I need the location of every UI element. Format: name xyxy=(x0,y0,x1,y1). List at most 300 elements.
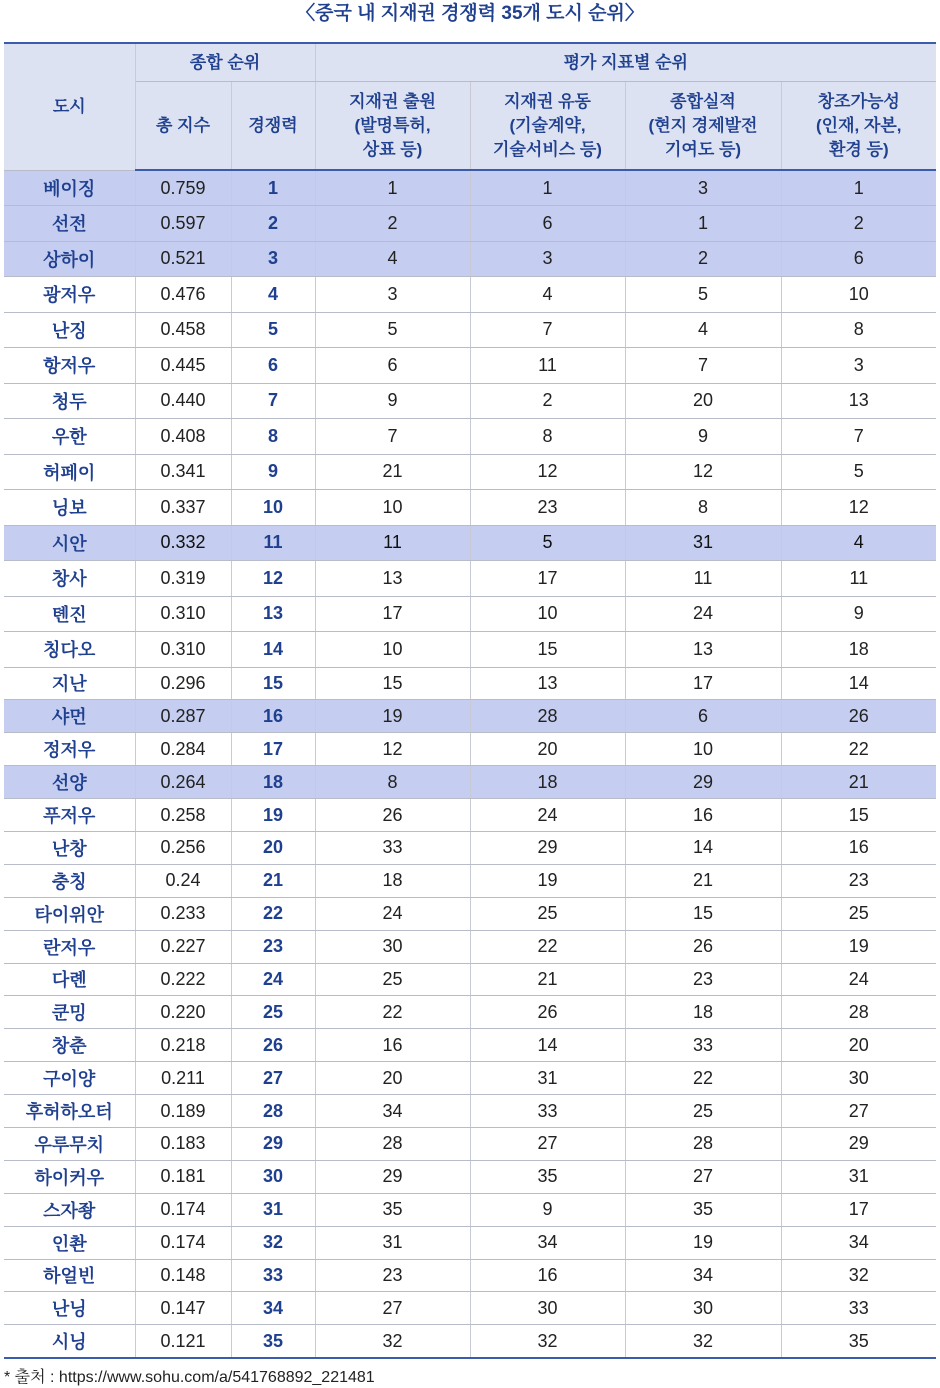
column-header-city: 도시 xyxy=(4,43,135,170)
group-header-evaluation: 평가 지표별 순위 xyxy=(315,43,936,82)
cell-total-index: 0.597 xyxy=(135,206,231,242)
cell-overall-performance: 18 xyxy=(625,996,781,1029)
cell-total-index: 0.222 xyxy=(135,963,231,996)
cell-competitiveness: 23 xyxy=(231,930,315,963)
cell-overall-performance: 33 xyxy=(625,1029,781,1062)
cell-creativity: 10 xyxy=(781,277,936,313)
table-row xyxy=(4,831,936,864)
cell-ip-circulation: 17 xyxy=(470,561,625,597)
cell-city: 충칭 xyxy=(4,864,135,897)
cell-ip-filing: 30 xyxy=(315,930,470,963)
cell-overall-performance: 9 xyxy=(625,419,781,455)
cell-total-index: 0.121 xyxy=(135,1325,231,1358)
cell-ip-filing: 15 xyxy=(315,667,470,700)
cell-city: 인촨 xyxy=(4,1226,135,1259)
header-line: (기술계약, xyxy=(509,115,586,135)
cell-ip-circulation: 13 xyxy=(470,667,625,700)
cell-creativity: 4 xyxy=(781,525,936,561)
cell-ip-filing: 32 xyxy=(315,1325,470,1358)
cell-city: 광저우 xyxy=(4,277,135,313)
table-body xyxy=(4,170,936,1358)
cell-ip-circulation: 33 xyxy=(470,1095,625,1128)
table-row xyxy=(4,1259,936,1292)
cell-city: 선전 xyxy=(4,206,135,242)
cell-overall-performance: 12 xyxy=(625,454,781,490)
cell-creativity: 12 xyxy=(781,490,936,526)
header-line: 기여도 등) xyxy=(664,139,742,159)
table-row xyxy=(4,799,936,832)
cell-total-index: 0.218 xyxy=(135,1029,231,1062)
cell-competitiveness: 5 xyxy=(231,312,315,348)
table-row xyxy=(4,206,936,242)
cell-city: 청두 xyxy=(4,383,135,419)
table-row xyxy=(4,930,936,963)
cell-ip-circulation: 2 xyxy=(470,383,625,419)
cell-city: 창사 xyxy=(4,561,135,597)
cell-total-index: 0.183 xyxy=(135,1127,231,1160)
cell-creativity: 8 xyxy=(781,312,936,348)
cell-overall-performance: 15 xyxy=(625,897,781,930)
cell-creativity: 26 xyxy=(781,700,936,733)
cell-overall-performance: 5 xyxy=(625,277,781,313)
cell-city: 정저우 xyxy=(4,733,135,766)
cell-city: 시안 xyxy=(4,525,135,561)
cell-ip-filing: 4 xyxy=(315,241,470,277)
cell-overall-performance: 10 xyxy=(625,733,781,766)
cell-total-index: 0.310 xyxy=(135,632,231,668)
table-row xyxy=(4,1226,936,1259)
cell-city: 허페이 xyxy=(4,454,135,490)
cell-creativity: 7 xyxy=(781,419,936,455)
cell-total-index: 0.284 xyxy=(135,733,231,766)
cell-ip-circulation: 5 xyxy=(470,525,625,561)
cell-competitiveness: 34 xyxy=(231,1292,315,1325)
cell-ip-filing: 34 xyxy=(315,1095,470,1128)
table-row xyxy=(4,864,936,897)
cell-creativity: 34 xyxy=(781,1226,936,1259)
cell-competitiveness: 19 xyxy=(231,799,315,832)
cell-overall-performance: 16 xyxy=(625,799,781,832)
table-row xyxy=(4,490,936,526)
cell-creativity: 1 xyxy=(781,170,936,206)
cell-competitiveness: 32 xyxy=(231,1226,315,1259)
table-row xyxy=(4,996,936,1029)
cell-ip-filing: 22 xyxy=(315,996,470,1029)
cell-ip-filing: 23 xyxy=(315,1259,470,1292)
cell-competitiveness: 10 xyxy=(231,490,315,526)
cell-total-index: 0.256 xyxy=(135,831,231,864)
cell-ip-circulation: 32 xyxy=(470,1325,625,1358)
cell-overall-performance: 34 xyxy=(625,1259,781,1292)
cell-city: 베이징 xyxy=(4,170,135,206)
cell-ip-circulation: 16 xyxy=(470,1259,625,1292)
cell-ip-filing: 33 xyxy=(315,831,470,864)
table-row xyxy=(4,561,936,597)
cell-city: 스자좡 xyxy=(4,1193,135,1226)
table-row xyxy=(4,897,936,930)
cell-ip-circulation: 18 xyxy=(470,766,625,799)
cell-ip-circulation: 24 xyxy=(470,799,625,832)
cell-total-index: 0.759 xyxy=(135,170,231,206)
cell-ip-filing: 7 xyxy=(315,419,470,455)
header-line: 종합실적 xyxy=(670,91,736,111)
cell-creativity: 35 xyxy=(781,1325,936,1358)
column-header-ip-filing xyxy=(315,82,470,171)
cell-overall-performance: 31 xyxy=(625,525,781,561)
cell-ip-filing: 16 xyxy=(315,1029,470,1062)
cell-competitiveness: 18 xyxy=(231,766,315,799)
cell-ip-circulation: 15 xyxy=(470,632,625,668)
table-row xyxy=(4,348,936,384)
cell-city: 난창 xyxy=(4,831,135,864)
cell-competitiveness: 8 xyxy=(231,419,315,455)
table-row xyxy=(4,312,936,348)
table-title: 〈중국 내 지재권 경쟁력 35개 도시 순위〉 xyxy=(296,3,644,24)
cell-ip-circulation: 23 xyxy=(470,490,625,526)
cell-competitiveness: 30 xyxy=(231,1160,315,1193)
cell-ip-filing: 31 xyxy=(315,1226,470,1259)
cell-total-index: 0.148 xyxy=(135,1259,231,1292)
table-row xyxy=(4,632,936,668)
cell-city: 상하이 xyxy=(4,241,135,277)
cell-overall-performance: 7 xyxy=(625,348,781,384)
cell-competitiveness: 27 xyxy=(231,1062,315,1095)
cell-overall-performance: 6 xyxy=(625,700,781,733)
cell-competitiveness: 1 xyxy=(231,170,315,206)
header-line: 상표 등) xyxy=(362,139,423,159)
cell-competitiveness: 31 xyxy=(231,1193,315,1226)
cell-ip-filing: 8 xyxy=(315,766,470,799)
cell-competitiveness: 17 xyxy=(231,733,315,766)
cell-creativity: 15 xyxy=(781,799,936,832)
city-ranking-table xyxy=(4,42,936,1359)
cell-ip-circulation: 28 xyxy=(470,700,625,733)
table-row xyxy=(4,596,936,632)
cell-city: 칭다오 xyxy=(4,632,135,668)
cell-creativity: 11 xyxy=(781,561,936,597)
cell-competitiveness: 3 xyxy=(231,241,315,277)
source-note: * 출처 : https://www.sohu.com/a/541768892_221481 xyxy=(4,1369,375,1386)
cell-creativity: 6 xyxy=(781,241,936,277)
cell-overall-performance: 32 xyxy=(625,1325,781,1358)
cell-ip-circulation: 8 xyxy=(470,419,625,455)
cell-overall-performance: 19 xyxy=(625,1226,781,1259)
cell-competitiveness: 20 xyxy=(231,831,315,864)
column-header-total-index: 총 지수 xyxy=(135,82,231,171)
cell-creativity: 20 xyxy=(781,1029,936,1062)
cell-total-index: 0.181 xyxy=(135,1160,231,1193)
cell-total-index: 0.220 xyxy=(135,996,231,1029)
cell-overall-performance: 20 xyxy=(625,383,781,419)
cell-total-index: 0.445 xyxy=(135,348,231,384)
cell-overall-performance: 14 xyxy=(625,831,781,864)
cell-total-index: 0.521 xyxy=(135,241,231,277)
cell-city: 샤먼 xyxy=(4,700,135,733)
cell-city: 창춘 xyxy=(4,1029,135,1062)
cell-ip-filing: 17 xyxy=(315,596,470,632)
cell-creativity: 30 xyxy=(781,1062,936,1095)
cell-total-index: 0.189 xyxy=(135,1095,231,1128)
cell-ip-circulation: 31 xyxy=(470,1062,625,1095)
table-row xyxy=(4,277,936,313)
header-line: 지재권 출원 xyxy=(349,91,436,111)
cell-creativity: 14 xyxy=(781,667,936,700)
cell-overall-performance: 24 xyxy=(625,596,781,632)
cell-city: 난징 xyxy=(4,312,135,348)
cell-competitiveness: 35 xyxy=(231,1325,315,1358)
cell-competitiveness: 26 xyxy=(231,1029,315,1062)
cell-ip-circulation: 14 xyxy=(470,1029,625,1062)
cell-city: 다롄 xyxy=(4,963,135,996)
cell-overall-performance: 8 xyxy=(625,490,781,526)
cell-total-index: 0.264 xyxy=(135,766,231,799)
cell-city: 푸저우 xyxy=(4,799,135,832)
cell-overall-performance: 26 xyxy=(625,930,781,963)
cell-city: 후허하오터 xyxy=(4,1095,135,1128)
cell-creativity: 16 xyxy=(781,831,936,864)
cell-ip-filing: 18 xyxy=(315,864,470,897)
cell-ip-circulation: 27 xyxy=(470,1127,625,1160)
cell-total-index: 0.174 xyxy=(135,1193,231,1226)
header-line: (현지 경제발전 xyxy=(648,115,758,135)
cell-creativity: 24 xyxy=(781,963,936,996)
cell-ip-circulation: 4 xyxy=(470,277,625,313)
cell-overall-performance: 2 xyxy=(625,241,781,277)
cell-overall-performance: 35 xyxy=(625,1193,781,1226)
table-row xyxy=(4,383,936,419)
column-header-overall-performance xyxy=(625,82,781,171)
cell-ip-circulation: 22 xyxy=(470,930,625,963)
cell-competitiveness: 25 xyxy=(231,996,315,1029)
cell-overall-performance: 22 xyxy=(625,1062,781,1095)
cell-ip-circulation: 11 xyxy=(470,348,625,384)
cell-overall-performance: 25 xyxy=(625,1095,781,1128)
cell-total-index: 0.337 xyxy=(135,490,231,526)
cell-competitiveness: 9 xyxy=(231,454,315,490)
group-header-overall: 종합 순위 xyxy=(135,43,315,82)
cell-total-index: 0.458 xyxy=(135,312,231,348)
cell-total-index: 0.332 xyxy=(135,525,231,561)
table-row xyxy=(4,766,936,799)
cell-ip-filing: 5 xyxy=(315,312,470,348)
cell-ip-circulation: 26 xyxy=(470,996,625,1029)
cell-ip-filing: 2 xyxy=(315,206,470,242)
cell-ip-filing: 35 xyxy=(315,1193,470,1226)
cell-city: 하이커우 xyxy=(4,1160,135,1193)
cell-ip-filing: 10 xyxy=(315,632,470,668)
cell-ip-filing: 10 xyxy=(315,490,470,526)
table-row xyxy=(4,963,936,996)
cell-competitiveness: 7 xyxy=(231,383,315,419)
cell-creativity: 25 xyxy=(781,897,936,930)
cell-overall-performance: 17 xyxy=(625,667,781,700)
table-row xyxy=(4,1127,936,1160)
table-row xyxy=(4,1292,936,1325)
cell-city: 구이양 xyxy=(4,1062,135,1095)
cell-ip-circulation: 3 xyxy=(470,241,625,277)
cell-city: 톈진 xyxy=(4,596,135,632)
cell-total-index: 0.296 xyxy=(135,667,231,700)
cell-competitiveness: 14 xyxy=(231,632,315,668)
cell-creativity: 9 xyxy=(781,596,936,632)
cell-creativity: 31 xyxy=(781,1160,936,1193)
table-row xyxy=(4,733,936,766)
cell-ip-circulation: 1 xyxy=(470,170,625,206)
cell-competitiveness: 16 xyxy=(231,700,315,733)
cell-competitiveness: 13 xyxy=(231,596,315,632)
cell-ip-circulation: 25 xyxy=(470,897,625,930)
cell-ip-circulation: 10 xyxy=(470,596,625,632)
cell-competitiveness: 2 xyxy=(231,206,315,242)
cell-ip-filing: 1 xyxy=(315,170,470,206)
cell-creativity: 5 xyxy=(781,454,936,490)
cell-ip-circulation: 7 xyxy=(470,312,625,348)
cell-overall-performance: 3 xyxy=(625,170,781,206)
cell-city: 시닝 xyxy=(4,1325,135,1358)
cell-overall-performance: 21 xyxy=(625,864,781,897)
table-row xyxy=(4,1193,936,1226)
cell-overall-performance: 1 xyxy=(625,206,781,242)
cell-creativity: 2 xyxy=(781,206,936,242)
cell-competitiveness: 29 xyxy=(231,1127,315,1160)
cell-ip-filing: 6 xyxy=(315,348,470,384)
cell-ip-circulation: 21 xyxy=(470,963,625,996)
table-row xyxy=(4,1029,936,1062)
cell-overall-performance: 23 xyxy=(625,963,781,996)
cell-creativity: 18 xyxy=(781,632,936,668)
table-row xyxy=(4,700,936,733)
cell-competitiveness: 24 xyxy=(231,963,315,996)
cell-creativity: 17 xyxy=(781,1193,936,1226)
cell-ip-filing: 21 xyxy=(315,454,470,490)
cell-city: 항저우 xyxy=(4,348,135,384)
cell-ip-circulation: 30 xyxy=(470,1292,625,1325)
cell-total-index: 0.310 xyxy=(135,596,231,632)
cell-competitiveness: 28 xyxy=(231,1095,315,1128)
cell-ip-circulation: 9 xyxy=(470,1193,625,1226)
cell-creativity: 27 xyxy=(781,1095,936,1128)
cell-overall-performance: 13 xyxy=(625,632,781,668)
table-row xyxy=(4,1062,936,1095)
cell-overall-performance: 30 xyxy=(625,1292,781,1325)
cell-ip-circulation: 29 xyxy=(470,831,625,864)
cell-ip-circulation: 12 xyxy=(470,454,625,490)
cell-ip-filing: 13 xyxy=(315,561,470,597)
cell-ip-filing: 24 xyxy=(315,897,470,930)
header-line: (인재, 자본, xyxy=(816,115,902,135)
cell-ip-filing: 29 xyxy=(315,1160,470,1193)
cell-total-index: 0.227 xyxy=(135,930,231,963)
cell-creativity: 21 xyxy=(781,766,936,799)
cell-ip-circulation: 20 xyxy=(470,733,625,766)
table-row xyxy=(4,1095,936,1128)
cell-creativity: 23 xyxy=(781,864,936,897)
cell-ip-filing: 20 xyxy=(315,1062,470,1095)
table-row xyxy=(4,1160,936,1193)
table-row xyxy=(4,525,936,561)
cell-ip-filing: 27 xyxy=(315,1292,470,1325)
cell-creativity: 13 xyxy=(781,383,936,419)
cell-creativity: 32 xyxy=(781,1259,936,1292)
cell-city: 우한 xyxy=(4,419,135,455)
table-row xyxy=(4,419,936,455)
cell-total-index: 0.476 xyxy=(135,277,231,313)
cell-ip-filing: 26 xyxy=(315,799,470,832)
column-header-ip-circulation xyxy=(470,82,625,171)
cell-creativity: 33 xyxy=(781,1292,936,1325)
cell-total-index: 0.211 xyxy=(135,1062,231,1095)
cell-competitiveness: 15 xyxy=(231,667,315,700)
cell-total-index: 0.319 xyxy=(135,561,231,597)
cell-ip-filing: 19 xyxy=(315,700,470,733)
cell-city: 지난 xyxy=(4,667,135,700)
cell-city: 타이위안 xyxy=(4,897,135,930)
cell-total-index: 0.341 xyxy=(135,454,231,490)
cell-city: 닝보 xyxy=(4,490,135,526)
table-row xyxy=(4,241,936,277)
cell-total-index: 0.258 xyxy=(135,799,231,832)
cell-ip-filing: 11 xyxy=(315,525,470,561)
cell-overall-performance: 4 xyxy=(625,312,781,348)
cell-ip-circulation: 34 xyxy=(470,1226,625,1259)
cell-ip-filing: 28 xyxy=(315,1127,470,1160)
cell-competitiveness: 22 xyxy=(231,897,315,930)
table-row xyxy=(4,667,936,700)
cell-city: 쿤밍 xyxy=(4,996,135,1029)
cell-competitiveness: 21 xyxy=(231,864,315,897)
cell-competitiveness: 6 xyxy=(231,348,315,384)
cell-competitiveness: 11 xyxy=(231,525,315,561)
cell-ip-circulation: 6 xyxy=(470,206,625,242)
cell-city: 하얼빈 xyxy=(4,1259,135,1292)
cell-total-index: 0.24 xyxy=(135,864,231,897)
cell-ip-filing: 25 xyxy=(315,963,470,996)
cell-ip-filing: 12 xyxy=(315,733,470,766)
cell-creativity: 22 xyxy=(781,733,936,766)
cell-total-index: 0.408 xyxy=(135,419,231,455)
column-header-competitiveness: 경쟁력 xyxy=(231,82,315,171)
header-line: 창조가능성 xyxy=(817,91,900,111)
cell-competitiveness: 4 xyxy=(231,277,315,313)
cell-creativity: 29 xyxy=(781,1127,936,1160)
cell-city: 난닝 xyxy=(4,1292,135,1325)
cell-ip-filing: 9 xyxy=(315,383,470,419)
cell-competitiveness: 12 xyxy=(231,561,315,597)
header-line: (발명특허, xyxy=(354,115,431,135)
cell-overall-performance: 28 xyxy=(625,1127,781,1160)
cell-creativity: 19 xyxy=(781,930,936,963)
column-header-creativity xyxy=(781,82,936,171)
cell-ip-filing: 3 xyxy=(315,277,470,313)
cell-total-index: 0.233 xyxy=(135,897,231,930)
cell-overall-performance: 29 xyxy=(625,766,781,799)
cell-total-index: 0.147 xyxy=(135,1292,231,1325)
cell-total-index: 0.440 xyxy=(135,383,231,419)
cell-total-index: 0.174 xyxy=(135,1226,231,1259)
cell-city: 우루무치 xyxy=(4,1127,135,1160)
cell-city: 란저우 xyxy=(4,930,135,963)
cell-creativity: 28 xyxy=(781,996,936,1029)
header-line: 기술서비스 등) xyxy=(493,139,602,159)
cell-creativity: 3 xyxy=(781,348,936,384)
cell-city: 선양 xyxy=(4,766,135,799)
header-line: 환경 등) xyxy=(828,139,889,159)
table-row xyxy=(4,1325,936,1358)
cell-overall-performance: 27 xyxy=(625,1160,781,1193)
cell-overall-performance: 11 xyxy=(625,561,781,597)
cell-total-index: 0.287 xyxy=(135,700,231,733)
table-row xyxy=(4,454,936,490)
